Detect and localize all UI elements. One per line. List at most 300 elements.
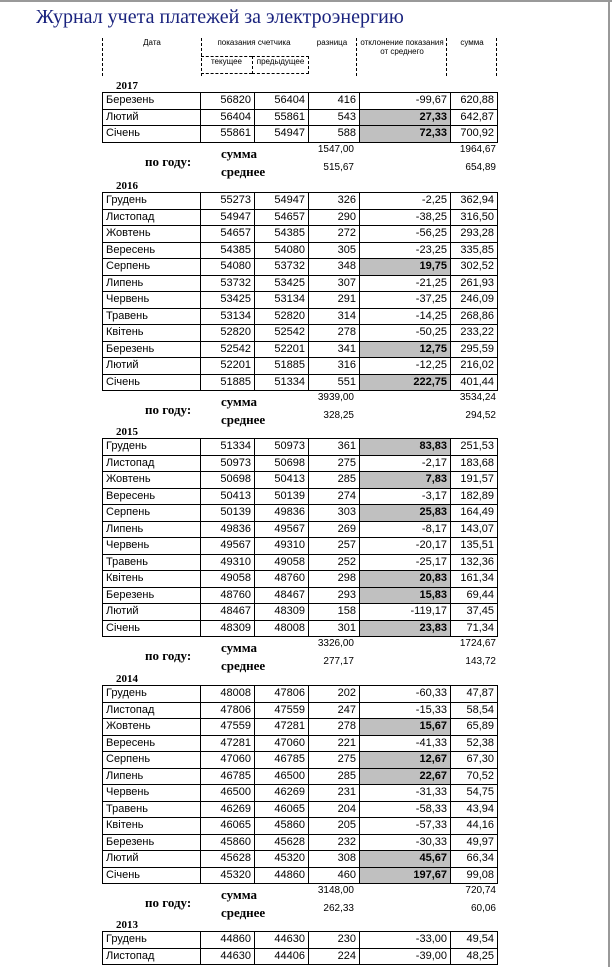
previous-reading-cell: 52542 (255, 325, 309, 342)
month-cell: Вересень (103, 488, 201, 505)
current-reading-cell: 48309 (201, 620, 255, 637)
previous-reading-cell: 56404 (255, 93, 309, 110)
deviation-cell: -23,25 (360, 242, 451, 259)
total-sum: 1964,67 (459, 143, 496, 155)
diff-cell: 274 (309, 488, 360, 505)
table-row (103, 209, 498, 226)
deviation-cell: 222,75 (360, 374, 451, 391)
table-row (103, 768, 498, 785)
month-cell: Лютий (103, 109, 201, 126)
deviation-cell: -33,00 (360, 932, 451, 949)
current-reading-cell: 45628 (201, 851, 255, 868)
previous-reading-cell: 51885 (255, 358, 309, 375)
table-row (103, 505, 498, 522)
avg-diff: 328,25 (323, 410, 354, 421)
current-reading-cell: 45860 (201, 834, 255, 851)
table-row (103, 686, 498, 703)
average-label: среднее (221, 412, 266, 427)
month-cell: Листопад (103, 455, 201, 472)
sum-cell: 70,52 (451, 768, 498, 785)
deviation-cell: -39,00 (360, 948, 451, 965)
month-cell: Грудень (103, 439, 201, 456)
diff-cell: 290 (309, 209, 360, 226)
sum-cell: 54,75 (451, 785, 498, 802)
month-cell: Січень (103, 867, 201, 884)
deviation-cell: -2,25 (360, 193, 451, 210)
month-cell: Травень (103, 801, 201, 818)
table-row (103, 571, 498, 588)
current-reading-cell: 49836 (201, 521, 255, 538)
previous-reading-cell: 46500 (255, 768, 309, 785)
sum-cell: 295,59 (451, 341, 498, 358)
current-reading-cell: 49058 (201, 571, 255, 588)
sum-cell: 66,34 (451, 851, 498, 868)
previous-reading-cell: 45628 (255, 834, 309, 851)
current-reading-cell: 50698 (201, 472, 255, 489)
table-row (103, 932, 498, 949)
month-cell: Січень (103, 620, 201, 637)
month-cell: Серпень (103, 505, 201, 522)
per-year-label: по году: (145, 648, 192, 663)
current-reading-cell: 48008 (201, 686, 255, 703)
current-reading-cell: 48760 (201, 587, 255, 604)
previous-reading-cell: 44860 (255, 867, 309, 884)
diff-cell: 348 (309, 259, 360, 276)
month-cell: Лютий (103, 358, 201, 375)
month-cell: Червень (103, 785, 201, 802)
diff-cell: 305 (309, 242, 360, 259)
total-diff: 3148,00 (317, 885, 354, 896)
header-current: текущее (201, 56, 252, 74)
table-row (103, 801, 498, 818)
month-cell: Листопад (103, 948, 201, 965)
deviation-cell: 12,67 (360, 752, 451, 769)
current-reading-cell: 48467 (201, 604, 255, 621)
diff-cell: 291 (309, 292, 360, 309)
sum-cell: 44,16 (451, 818, 498, 835)
year-table (102, 192, 498, 391)
previous-reading-cell: 48760 (255, 571, 309, 588)
deviation-cell: -119,17 (360, 604, 451, 621)
table-row (103, 341, 498, 358)
month-cell: Березень (103, 587, 201, 604)
previous-reading-cell: 47281 (255, 719, 309, 736)
diff-cell: 416 (309, 93, 360, 110)
sum-cell: 132,36 (451, 554, 498, 571)
month-cell: Березень (103, 834, 201, 851)
deviation-cell: -57,33 (360, 818, 451, 835)
sum-cell: 58,54 (451, 702, 498, 719)
sum-cell: 47,87 (451, 686, 498, 703)
per-year-label: по году: (145, 895, 192, 910)
sum-cell: 69,44 (451, 587, 498, 604)
previous-reading-cell: 44406 (255, 948, 309, 965)
total-diff: 3939,00 (317, 392, 354, 403)
deviation-cell: 25,83 (360, 505, 451, 522)
previous-reading-cell: 48309 (255, 604, 309, 621)
diff-cell: 204 (309, 801, 360, 818)
month-cell: Квітень (103, 571, 201, 588)
current-reading-cell: 49310 (201, 554, 255, 571)
current-reading-cell: 55861 (201, 126, 255, 143)
per-year-label: по году: (145, 402, 192, 417)
diff-cell: 301 (309, 620, 360, 637)
deviation-cell: -12,25 (360, 358, 451, 375)
current-reading-cell: 56820 (201, 93, 255, 110)
deviation-cell: -41,33 (360, 735, 451, 752)
current-reading-cell: 46785 (201, 768, 255, 785)
diff-cell: 285 (309, 768, 360, 785)
avg-sum: 294,52 (465, 410, 496, 421)
table-row (103, 818, 498, 835)
current-reading-cell: 51885 (201, 374, 255, 391)
previous-reading-cell: 54385 (255, 226, 309, 243)
year-heading: 2016 (116, 180, 138, 192)
sum-cell: 49,97 (451, 834, 498, 851)
diff-cell: 278 (309, 719, 360, 736)
sum-cell: 67,30 (451, 752, 498, 769)
current-reading-cell: 53425 (201, 292, 255, 309)
sum-cell: 316,50 (451, 209, 498, 226)
table-row (103, 374, 498, 391)
previous-reading-cell: 45320 (255, 851, 309, 868)
header-deviation: отклонение показания от среднего (358, 38, 447, 76)
month-cell: Травень (103, 308, 201, 325)
current-reading-cell: 52201 (201, 358, 255, 375)
diff-cell: 230 (309, 932, 360, 949)
diff-cell: 252 (309, 554, 360, 571)
table-row (103, 702, 498, 719)
current-reading-cell: 52542 (201, 341, 255, 358)
table-row (103, 93, 498, 110)
table-row (103, 785, 498, 802)
current-reading-cell: 54080 (201, 259, 255, 276)
diff-cell: 202 (309, 686, 360, 703)
deviation-cell: -20,17 (360, 538, 451, 555)
per-year-label: по году: (145, 153, 192, 169)
month-cell: Листопад (103, 209, 201, 226)
deviation-cell: -3,17 (360, 488, 451, 505)
deviation-cell: -8,17 (360, 521, 451, 538)
sum-cell: 143,07 (451, 521, 498, 538)
current-reading-cell: 55273 (201, 193, 255, 210)
average-label: среднее (221, 658, 266, 673)
table-row (103, 109, 498, 126)
sum-label: сумма (221, 887, 258, 902)
previous-reading-cell: 48008 (255, 620, 309, 637)
header-previous: предыдущее (252, 56, 309, 74)
current-reading-cell: 46269 (201, 801, 255, 818)
deviation-cell: 12,75 (360, 341, 451, 358)
previous-reading-cell: 46785 (255, 752, 309, 769)
deviation-cell: -60,33 (360, 686, 451, 703)
diff-cell: 460 (309, 867, 360, 884)
sum-cell: 191,57 (451, 472, 498, 489)
deviation-cell: 45,67 (360, 851, 451, 868)
month-cell: Грудень (103, 193, 201, 210)
current-reading-cell: 54385 (201, 242, 255, 259)
diff-cell: 293 (309, 587, 360, 604)
month-cell: Червень (103, 292, 201, 309)
table-row (103, 292, 498, 309)
sum-cell: 65,89 (451, 719, 498, 736)
table-row (103, 521, 498, 538)
table-row (103, 193, 498, 210)
previous-reading-cell: 46065 (255, 801, 309, 818)
deviation-cell: -21,25 (360, 275, 451, 292)
diff-cell: 314 (309, 308, 360, 325)
deviation-cell: 7,83 (360, 472, 451, 489)
current-reading-cell: 52820 (201, 325, 255, 342)
total-sum: 1724,67 (459, 638, 496, 649)
sum-cell: 293,28 (451, 226, 498, 243)
current-reading-cell: 47281 (201, 735, 255, 752)
current-reading-cell: 44860 (201, 932, 255, 949)
month-cell: Липень (103, 521, 201, 538)
diff-cell: 231 (309, 785, 360, 802)
sum-cell: 216,02 (451, 358, 498, 375)
table-row (103, 358, 498, 375)
previous-reading-cell: 48467 (255, 587, 309, 604)
sum-cell: 246,09 (451, 292, 498, 309)
current-reading-cell: 44630 (201, 948, 255, 965)
previous-reading-cell: 49836 (255, 505, 309, 522)
sum-label: сумма (221, 145, 258, 161)
previous-reading-cell: 49058 (255, 554, 309, 571)
deviation-cell: 23,83 (360, 620, 451, 637)
current-reading-cell: 49567 (201, 538, 255, 555)
month-cell: Січень (103, 126, 201, 143)
diff-cell: 341 (309, 341, 360, 358)
total-sum: 3534,24 (459, 392, 496, 403)
sum-cell: 37,45 (451, 604, 498, 621)
month-cell: Квітень (103, 818, 201, 835)
diff-cell: 221 (309, 735, 360, 752)
sum-cell: 135,51 (451, 538, 498, 555)
diff-cell: 158 (309, 604, 360, 621)
table-row (103, 242, 498, 259)
avg-diff: 515,67 (323, 161, 354, 173)
month-cell: Березень (103, 93, 201, 110)
previous-reading-cell: 47806 (255, 686, 309, 703)
previous-reading-cell: 51334 (255, 374, 309, 391)
deviation-cell: -56,25 (360, 226, 451, 243)
avg-sum: 143,72 (465, 656, 496, 667)
month-cell: Жовтень (103, 226, 201, 243)
sum-cell: 302,52 (451, 259, 498, 276)
current-reading-cell: 45320 (201, 867, 255, 884)
table-row (103, 325, 498, 342)
deviation-cell: -38,25 (360, 209, 451, 226)
previous-reading-cell: 45860 (255, 818, 309, 835)
year-table (102, 92, 498, 143)
deviation-cell: 19,75 (360, 259, 451, 276)
previous-reading-cell: 50973 (255, 439, 309, 456)
diff-cell: 308 (309, 851, 360, 868)
table-row (103, 834, 498, 851)
deviation-cell: 27,33 (360, 109, 451, 126)
month-cell: Січень (103, 374, 201, 391)
table-row (103, 126, 498, 143)
month-cell: Серпень (103, 752, 201, 769)
deviation-cell: -15,33 (360, 702, 451, 719)
current-reading-cell: 50973 (201, 455, 255, 472)
total-diff: 1547,00 (317, 143, 354, 155)
previous-reading-cell: 54657 (255, 209, 309, 226)
previous-reading-cell: 47559 (255, 702, 309, 719)
sum-label: сумма (221, 640, 258, 655)
month-cell: Березень (103, 341, 201, 358)
current-reading-cell: 56404 (201, 109, 255, 126)
sum-cell: 261,93 (451, 275, 498, 292)
table-row (103, 735, 498, 752)
deviation-cell: -25,17 (360, 554, 451, 571)
month-cell: Вересень (103, 242, 201, 259)
table-row (103, 259, 498, 276)
total-sum: 720,74 (465, 885, 496, 896)
table-row (103, 488, 498, 505)
month-cell: Жовтень (103, 719, 201, 736)
diff-cell: 232 (309, 834, 360, 851)
previous-reading-cell: 53732 (255, 259, 309, 276)
previous-reading-cell: 52201 (255, 341, 309, 358)
diff-cell: 307 (309, 275, 360, 292)
header-sum: сумма (448, 38, 497, 76)
sum-cell: 52,38 (451, 735, 498, 752)
diff-cell: 551 (309, 374, 360, 391)
deviation-cell: -50,25 (360, 325, 451, 342)
table-row (103, 752, 498, 769)
table-row (103, 948, 498, 965)
previous-reading-cell: 53134 (255, 292, 309, 309)
sum-cell: 43,94 (451, 801, 498, 818)
diff-cell: 285 (309, 472, 360, 489)
month-cell: Липень (103, 768, 201, 785)
current-reading-cell: 47060 (201, 752, 255, 769)
header-date: Дата (102, 38, 202, 76)
deviation-cell: 197,67 (360, 867, 451, 884)
year-table (102, 685, 498, 884)
avg-diff: 277,17 (323, 656, 354, 667)
table-row (103, 308, 498, 325)
month-cell: Лютий (103, 851, 201, 868)
year-heading: 2014 (116, 673, 138, 685)
sum-cell: 71,34 (451, 620, 498, 637)
current-reading-cell: 54947 (201, 209, 255, 226)
month-cell: Листопад (103, 702, 201, 719)
previous-reading-cell: 52820 (255, 308, 309, 325)
sum-cell: 49,54 (451, 932, 498, 949)
deviation-cell: 15,67 (360, 719, 451, 736)
table-row (103, 455, 498, 472)
window-right-border (608, 0, 610, 967)
month-cell: Лютий (103, 604, 201, 621)
deviation-cell: -99,67 (360, 93, 451, 110)
current-reading-cell: 47559 (201, 719, 255, 736)
month-cell: Червень (103, 538, 201, 555)
previous-reading-cell: 49567 (255, 521, 309, 538)
previous-reading-cell: 54080 (255, 242, 309, 259)
diff-cell: 326 (309, 193, 360, 210)
sum-cell: 620,88 (451, 93, 498, 110)
current-reading-cell: 46065 (201, 818, 255, 835)
deviation-cell: 83,83 (360, 439, 451, 456)
diff-cell: 303 (309, 505, 360, 522)
table-row (103, 439, 498, 456)
diff-cell: 588 (309, 126, 360, 143)
table-row (103, 719, 498, 736)
diff-cell: 543 (309, 109, 360, 126)
sum-cell: 164,49 (451, 505, 498, 522)
month-cell: Вересень (103, 735, 201, 752)
sum-cell: 642,87 (451, 109, 498, 126)
current-reading-cell: 50139 (201, 505, 255, 522)
current-reading-cell: 54657 (201, 226, 255, 243)
sum-cell: 401,44 (451, 374, 498, 391)
average-label: среднее (221, 905, 266, 920)
current-reading-cell: 53134 (201, 308, 255, 325)
month-cell: Травень (103, 554, 201, 571)
previous-reading-cell: 47060 (255, 735, 309, 752)
month-cell: Жовтень (103, 472, 201, 489)
table-row (103, 851, 498, 868)
month-cell: Липень (103, 275, 201, 292)
previous-reading-cell: 55861 (255, 109, 309, 126)
sum-cell: 362,94 (451, 193, 498, 210)
month-cell: Грудень (103, 932, 201, 949)
page-title: Журнал учета платежей за электроэнергию (36, 6, 404, 28)
sum-cell: 161,34 (451, 571, 498, 588)
table-row (103, 226, 498, 243)
previous-reading-cell: 53425 (255, 275, 309, 292)
current-reading-cell: 47806 (201, 702, 255, 719)
header-diff: разница (308, 38, 357, 76)
table-row (103, 587, 498, 604)
previous-reading-cell: 50698 (255, 455, 309, 472)
previous-reading-cell: 49310 (255, 538, 309, 555)
current-reading-cell: 46500 (201, 785, 255, 802)
deviation-cell: -37,25 (360, 292, 451, 309)
previous-reading-cell: 54947 (255, 126, 309, 143)
previous-reading-cell: 44630 (255, 932, 309, 949)
diff-cell: 247 (309, 702, 360, 719)
diff-cell: 272 (309, 226, 360, 243)
diff-cell: 298 (309, 571, 360, 588)
diff-cell: 224 (309, 948, 360, 965)
year-heading: 2017 (116, 80, 138, 92)
previous-reading-cell: 50413 (255, 472, 309, 489)
header-readings: показания счетчика (217, 38, 291, 47)
year-heading: 2015 (116, 426, 138, 438)
current-reading-cell: 51334 (201, 439, 255, 456)
table-row (103, 604, 498, 621)
year-table (102, 438, 498, 637)
table-row (103, 472, 498, 489)
sum-cell: 251,53 (451, 439, 498, 456)
table-row (103, 620, 498, 637)
deviation-cell: -31,33 (360, 785, 451, 802)
sum-cell: 48,25 (451, 948, 498, 965)
sum-cell: 233,22 (451, 325, 498, 342)
table-row (103, 554, 498, 571)
year-heading: 2013 (116, 919, 138, 931)
deviation-cell: -30,33 (360, 834, 451, 851)
diff-cell: 278 (309, 325, 360, 342)
previous-reading-cell: 54947 (255, 193, 309, 210)
current-reading-cell: 53732 (201, 275, 255, 292)
sum-label: сумма (221, 394, 258, 409)
sum-cell: 700,92 (451, 126, 498, 143)
